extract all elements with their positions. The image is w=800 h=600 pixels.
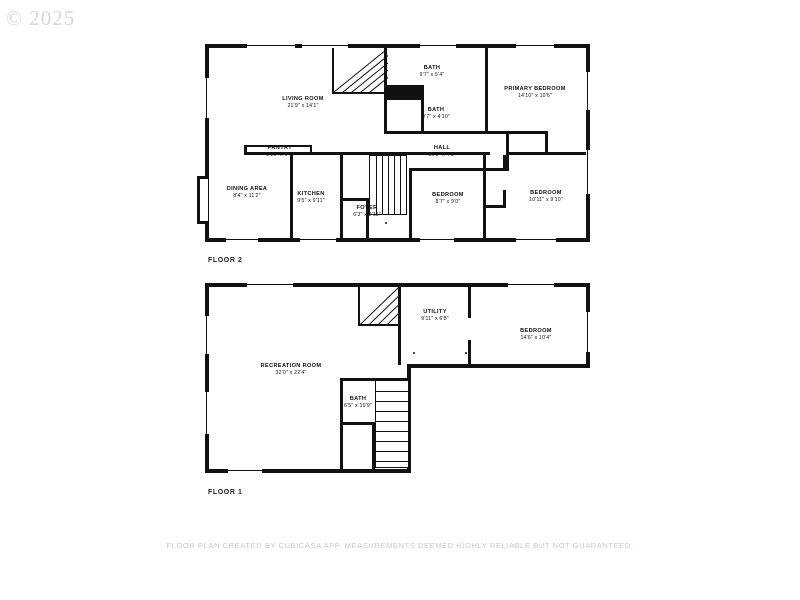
room-hall: HALL 16'1" x 4'3" (428, 145, 456, 158)
wall-f1-bath-bottom (340, 422, 374, 425)
wall-f2-hall-left (340, 152, 343, 240)
room-bath-upper: BATH 9'7" x 5'4" (419, 65, 445, 78)
wall-f2-closet-strip (483, 168, 505, 171)
wall-f1-utility-left (398, 287, 401, 365)
floor-2-label: FLOOR 2 (208, 257, 243, 264)
wall-f2-bedroom1-left (409, 168, 412, 240)
room-living-room: LIVING ROOM 21'9" x 14'1" (282, 96, 324, 109)
marker-f2-a (247, 153, 249, 155)
door-f1-utility (468, 318, 471, 340)
window-f2-top-2-line (302, 45, 348, 46)
stair-hatch-floor1 (359, 287, 398, 325)
window-f2-bottom-2-line (420, 239, 454, 240)
wall-f2-closet-strip2-end (503, 190, 506, 208)
window-f1-top-2-line (508, 284, 554, 285)
wall-f2-closet-left (506, 131, 509, 155)
room-kitchen: KITCHEN 9'5" x 9'11" (297, 191, 325, 204)
window-f2-left-1-line (206, 78, 207, 118)
wall-f1-bath-left (340, 378, 343, 472)
window-f1-top-1-line (247, 284, 293, 285)
window-f2-top-4-line (516, 45, 554, 46)
window-f1-bottom-1-line (228, 470, 262, 471)
wall-f1-right-bottom (407, 364, 590, 368)
marker-f1-a (465, 352, 467, 354)
room-bath-floor1: BATH 6'5" x 10'9" (344, 396, 372, 409)
staircase-floor1 (375, 380, 409, 468)
marker-f1-b (413, 352, 415, 354)
window-f2-bottom-4-line (226, 239, 258, 240)
room-bedroom-right: BEDROOM 10'11" x 9'10" (529, 190, 563, 203)
room-bedroom-floor1: BEDROOM 14'6" x 10'4" (520, 328, 552, 341)
window-f2-right-2-line (587, 72, 588, 110)
wall-f2-pantry-right (310, 145, 312, 154)
wall-f1-hatch-bottom (358, 324, 400, 326)
window-f2-top-3-line (420, 45, 456, 46)
window-f1-left-1-line (206, 316, 207, 354)
window-f1-left-2-line (206, 392, 207, 434)
copyright-watermark: © 2025 (6, 6, 76, 30)
wall-f2-bedroom2-left-top (506, 155, 509, 171)
wall-f2-primary-hall (508, 152, 586, 155)
marker-f2-b (385, 222, 387, 224)
window-f2-bottom-3-line (516, 239, 556, 240)
floor-1-label: FLOOR 1 (208, 489, 243, 496)
wall-f2-primary-bottom (488, 131, 548, 134)
room-foyer: FOYER 6'3" x 2'11" (353, 205, 381, 218)
room-recreation-room: RECREATION ROOM 32'0" x 22'4" (260, 363, 322, 376)
wall-f2-stairhatch-bottom (332, 92, 388, 94)
room-utility: UTILITY 9'11" x 6'8" (421, 309, 449, 322)
window-f1-right-1-line (587, 312, 588, 352)
wall-f2-foyer-top (340, 198, 368, 201)
wall-f2-stair-top (369, 153, 409, 155)
room-dining-area: DINING AREA 8'4" x 11'2" (226, 186, 268, 199)
wall-f2-bath-bottom (384, 131, 488, 134)
room-bedroom-mid: BEDROOM 8'7" x 9'0" (432, 192, 464, 205)
room-bath-lower: BATH 9'7" x 4'10" (422, 107, 450, 120)
wall-f2-bedroom1-top (409, 168, 485, 171)
wall-f1-left (205, 283, 209, 473)
window-f2-right-1-line (587, 150, 588, 194)
wall-f1-hatch-left (358, 287, 360, 326)
window-f2-bottom-1-line (300, 239, 336, 240)
room-pantry: PANTRY 5'10" x 1'7" (266, 145, 294, 158)
wall-f2-stairhatch-left (332, 48, 334, 94)
fill-f2-bay (200, 179, 208, 221)
fixture-f2-bath-tub (386, 88, 422, 100)
disclaimer-text: FLOOR PLAN CREATED BY CUBICASA APP. MEASUREMENTS DEEMED HIGHLY RELIABLE BUT NOT GUARANTEED. (166, 541, 634, 550)
room-primary-bedroom: PRIMARY BEDROOM 14'10" x 10'6" (504, 86, 566, 99)
window-f2-top-1-line (247, 45, 295, 46)
wall-f2-bay-bottom (197, 221, 209, 224)
stair-hatch-floor2 (332, 48, 388, 93)
wall-f2-closet-strip2 (483, 205, 505, 208)
